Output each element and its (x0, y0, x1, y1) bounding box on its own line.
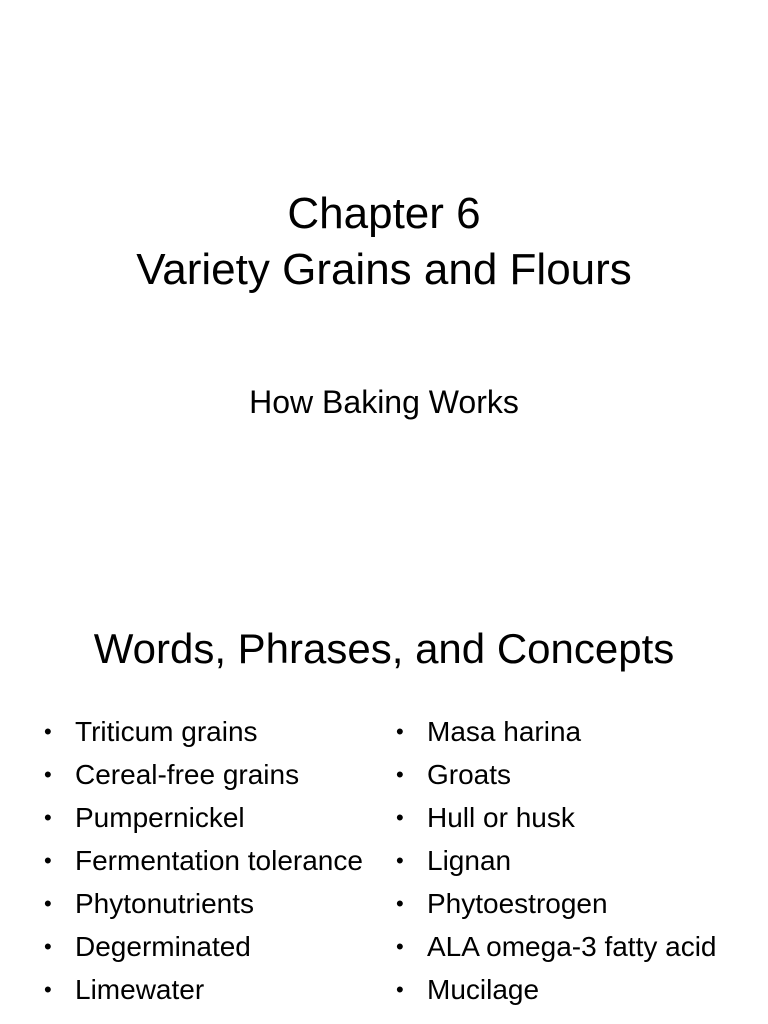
bullet-icon: • (44, 891, 52, 916)
bullet-icon: • (44, 977, 52, 1002)
bullet-icon: • (44, 762, 52, 787)
bullet-icon: • (44, 934, 52, 959)
list-item (44, 929, 374, 965)
list-item (44, 972, 374, 1008)
vocabulary-title: Words, Phrases, and Concepts (93, 625, 675, 672)
bullet-icon: • (396, 719, 404, 744)
term-text: Mucilage (427, 974, 540, 1005)
list-item (396, 757, 736, 793)
list-item (44, 886, 374, 922)
bullet-icon: • (396, 805, 404, 830)
chapter-number: Chapter 6 (287, 189, 481, 238)
bullet-icon: • (44, 848, 52, 873)
bullet-icon: • (396, 891, 404, 916)
list-item (44, 800, 374, 836)
term-text: Limewater (75, 974, 205, 1005)
bullet-icon: • (44, 805, 52, 830)
right-term-list (396, 714, 736, 1015)
term-text: Cereal-free grains (75, 759, 300, 790)
term-text: Phytoestrogen (427, 888, 608, 919)
list-item (44, 843, 374, 879)
list-item (396, 929, 736, 965)
term-text: Fermentation tolerance (75, 845, 363, 876)
bullet-icon: • (396, 762, 404, 787)
list-item (396, 714, 736, 750)
term-text: Hull or husk (427, 802, 575, 833)
list-item (396, 843, 736, 879)
list-item (396, 800, 736, 836)
term-text: Groats (427, 759, 512, 790)
bullet-icon: • (396, 848, 404, 873)
bullet-icon: • (44, 719, 52, 744)
chapter-title (0, 186, 768, 298)
term-text: Triticum grains (75, 716, 258, 747)
term-text: Lignan (427, 845, 512, 876)
bullet-icon: • (396, 977, 404, 1002)
chapter-name: Variety Grains and Flours (136, 245, 632, 294)
list-item (44, 714, 374, 750)
bullet-icon: • (396, 934, 404, 959)
list-item (396, 886, 736, 922)
left-term-list (44, 714, 374, 1015)
vocabulary-slide (0, 576, 768, 1024)
term-text: Degerminated (75, 931, 251, 962)
term-text: Pumpernickel (75, 802, 245, 833)
term-text: ALA omega-3 fatty acid (427, 931, 717, 962)
list-item (396, 972, 736, 1008)
list-item (44, 757, 374, 793)
term-text: Masa harina (427, 716, 582, 747)
book-subtitle: How Baking Works (249, 384, 519, 420)
term-text: Phytonutrients (75, 888, 254, 919)
